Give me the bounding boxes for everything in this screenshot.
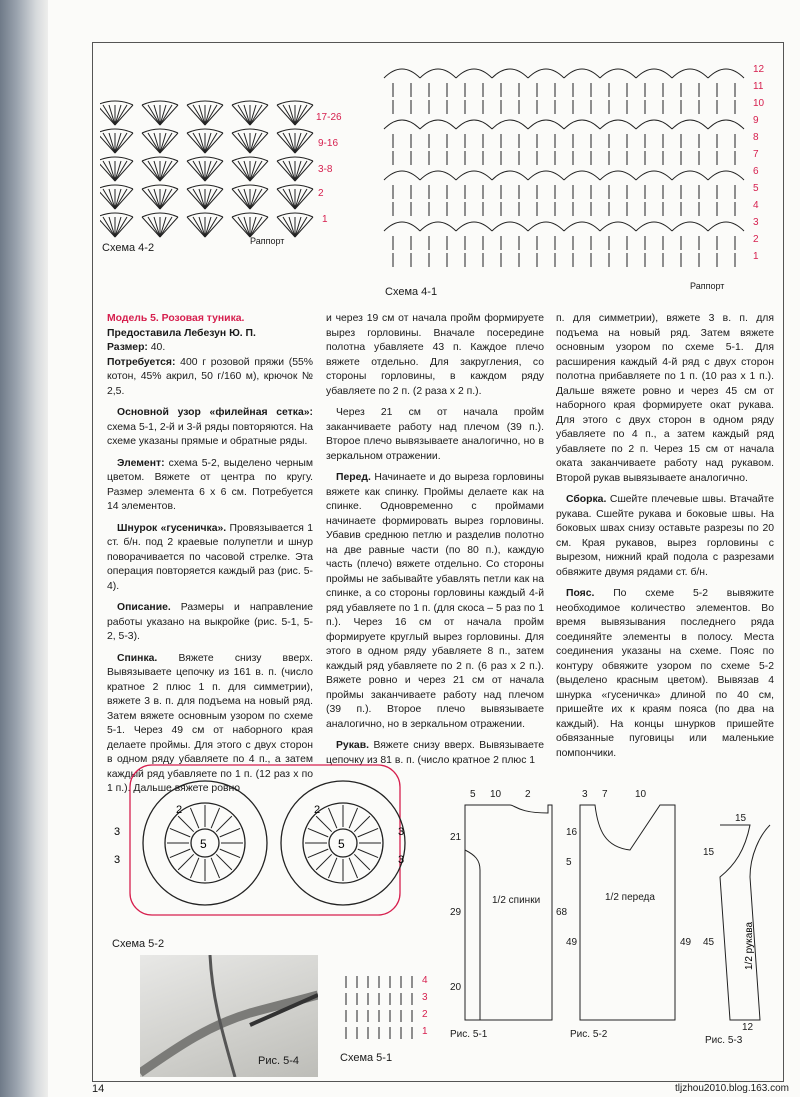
crochet-symbol bbox=[148, 161, 160, 181]
pattern-drawings bbox=[430, 775, 785, 1050]
crochet-symbol bbox=[295, 217, 307, 237]
crochet-symbol bbox=[308, 828, 328, 836]
crochet-symbol bbox=[193, 161, 205, 181]
crochet-symbol bbox=[238, 133, 250, 153]
motif-3-label: 3 bbox=[114, 854, 121, 866]
back-top-dim: 2 bbox=[525, 789, 531, 800]
front-side-dim: 49 bbox=[680, 937, 692, 948]
crochet-symbol bbox=[238, 161, 250, 181]
crochet-symbol bbox=[283, 161, 295, 181]
crochet-symbol bbox=[193, 217, 205, 237]
crochet-symbol bbox=[349, 808, 357, 828]
scheme-5-1-row: 2 bbox=[422, 1009, 428, 1020]
scheme-4-2-rapport: Раппорт bbox=[250, 236, 285, 246]
crochet-symbol bbox=[456, 120, 492, 129]
motif-2-label: 2 bbox=[176, 804, 183, 816]
crochet-symbol bbox=[187, 185, 223, 189]
crochet-symbol bbox=[492, 171, 528, 180]
motif-3-label: 3 bbox=[114, 826, 121, 838]
assembly-text: Сшейте плечевые швы. Втачайте рукава. Сшейте рукава и боковые швы. На боковых швах снизу оставьте разрезы по 20 см. Края рукавов, вырез горловины с вырезом, нижний край подола с разрезами обвяжите двумя рядами ст. б/н. bbox=[556, 494, 774, 578]
crochet-symbol bbox=[160, 105, 172, 125]
crochet-symbol bbox=[250, 133, 262, 153]
crochet-symbol bbox=[115, 161, 127, 181]
scheme-5-1-caption: Схема 5-1 bbox=[340, 1052, 393, 1064]
text-column-3 bbox=[556, 312, 774, 768]
front-text: Начинаете и до выреза горловины вяжете как спинку. Проймы делаете как на спинке. Одновременно с проймами начинаете формировать вырез горловины. Убавив среднюю петлю и разделив полотно на две равные части (по 80 п.), каждую часть (плечо) вяжете отдельно. Со стороны проймы не забывайте убавлять петли как на спинке, а со стороны горловины каждый 4-й ряд убавляете по 1 п. (для скоса – 5 раз по 1 п.). Через 16 см от начала пройм формируете круглый вырез горловины. Для этого в одном ряду убавляете 8 п., затем каждый ряд убавляете по 2 п. (6 раз х 2 п.). Вяжете ровно и через 21 см от начала проймы заканчиваете работу над плечом (39 п.). Второе плечо вывязываете аналогично, но в зеркальном отражении. bbox=[326, 472, 544, 730]
size-label: Размер: bbox=[107, 342, 148, 353]
crochet-symbol bbox=[277, 185, 313, 189]
scheme-4-1-drawing bbox=[378, 58, 753, 273]
scheme-5-2-drawing bbox=[100, 755, 430, 935]
crochet-symbol bbox=[238, 217, 250, 237]
crochet-symbol bbox=[100, 101, 133, 105]
back-side-dim: 29 bbox=[450, 907, 462, 918]
crochet-symbol bbox=[115, 189, 127, 209]
scheme-4-1-row: 3 bbox=[753, 217, 759, 228]
crochet-symbol bbox=[283, 133, 295, 153]
crochet-symbol bbox=[384, 120, 420, 129]
back-label: Спинка. bbox=[117, 652, 158, 664]
crochet-symbol bbox=[187, 157, 223, 161]
crochet-symbol bbox=[142, 213, 178, 217]
front-side-dim: 16 bbox=[566, 827, 578, 838]
scheme-4-2-row: 2 bbox=[318, 188, 324, 199]
crochet-symbol bbox=[160, 133, 172, 153]
motif-2-label: 2 bbox=[314, 804, 321, 816]
crochet-symbol bbox=[283, 189, 295, 209]
scheme-5-2-caption: Схема 5-2 bbox=[112, 938, 165, 950]
scheme-4-1-row: 4 bbox=[753, 200, 759, 211]
crochet-symbol bbox=[295, 105, 307, 125]
back-side-dim: 68 bbox=[556, 907, 568, 918]
sleeve-bottom-dim: 12 bbox=[742, 1022, 754, 1033]
sleeve-piece-label: 1/2 рукава bbox=[744, 921, 755, 970]
crochet-symbol bbox=[277, 157, 313, 161]
crochet-symbol bbox=[672, 69, 708, 78]
crochet-symbol bbox=[708, 222, 744, 231]
crochet-symbol bbox=[170, 849, 190, 857]
front-top-dim: 10 bbox=[635, 789, 647, 800]
scheme-4-2-drawing bbox=[100, 95, 350, 255]
main-pattern-label: Основной узор «филейная сетка»: bbox=[117, 407, 313, 418]
sleeve-top-dim: 15 bbox=[735, 813, 747, 824]
sleeve-side-dim: 15 bbox=[703, 847, 715, 858]
crochet-symbol bbox=[205, 133, 217, 153]
crochet-symbol bbox=[708, 69, 744, 78]
author-line: Предоставила Лебезун Ю. П. bbox=[107, 327, 256, 339]
text-column-2 bbox=[326, 312, 544, 775]
motif-3-label: 3 bbox=[398, 854, 405, 866]
crochet-symbol bbox=[636, 120, 672, 129]
crochet-symbol bbox=[600, 171, 636, 180]
crochet-symbol bbox=[358, 849, 378, 857]
crochet-symbol bbox=[232, 101, 268, 105]
crochet-symbol bbox=[492, 120, 528, 129]
crochet-symbol bbox=[672, 222, 708, 231]
front-piece-label: 1/2 переда bbox=[605, 892, 655, 903]
crochet-symbol bbox=[100, 129, 133, 133]
crochet-symbol bbox=[384, 69, 420, 78]
sleeve-side-dim: 45 bbox=[703, 937, 715, 948]
crochet-symbol bbox=[708, 171, 744, 180]
crochet-symbol bbox=[420, 222, 456, 231]
scheme-5-1-row: 3 bbox=[422, 992, 428, 1003]
motif-center-number: 5 bbox=[200, 837, 207, 851]
crochet-symbol bbox=[178, 816, 194, 832]
crochet-symbol bbox=[238, 189, 250, 209]
crochet-symbol bbox=[220, 828, 240, 836]
crochet-symbol bbox=[170, 828, 190, 836]
watermark-url: tljzhou2010.blog.163.com bbox=[675, 1083, 789, 1094]
crochet-symbol bbox=[193, 133, 205, 153]
crochet-symbol bbox=[283, 217, 295, 237]
scheme-4-2-row: 17-26 bbox=[316, 112, 342, 123]
cord-label: Шнурок «гусеничка». bbox=[117, 522, 227, 534]
scheme-4-1-row: 7 bbox=[753, 149, 759, 160]
crochet-symbol bbox=[232, 213, 268, 217]
description-label: Описание. bbox=[117, 602, 171, 613]
crochet-symbol bbox=[193, 105, 205, 125]
crochet-symbol bbox=[211, 808, 219, 828]
scheme-4-1-row: 9 bbox=[753, 115, 759, 126]
crochet-symbol bbox=[384, 222, 420, 231]
article-title: Модель 5. Розовая туника. bbox=[107, 313, 245, 324]
scheme-5-1-row: 4 bbox=[422, 975, 428, 986]
crochet-symbol bbox=[193, 189, 205, 209]
front-top-dim: 7 bbox=[602, 789, 608, 800]
crochet-symbol bbox=[456, 171, 492, 180]
crochet-symbol bbox=[528, 120, 564, 129]
crochet-symbol bbox=[708, 120, 744, 129]
crochet-symbol bbox=[328, 808, 336, 828]
crochet-symbol bbox=[564, 120, 600, 129]
crochet-symbol bbox=[358, 828, 378, 836]
belt-label: Пояс. bbox=[566, 588, 595, 599]
crochet-symbol bbox=[295, 133, 307, 153]
crochet-symbol bbox=[250, 105, 262, 125]
crochet-symbol bbox=[142, 157, 178, 161]
crochet-symbol bbox=[420, 171, 456, 180]
binding-shadow bbox=[0, 0, 48, 1097]
crochet-symbol bbox=[187, 213, 223, 217]
crochet-symbol bbox=[216, 854, 232, 870]
crochet-symbol bbox=[148, 105, 160, 125]
crochet-symbol bbox=[178, 854, 194, 870]
scheme-4-2-row: 9-16 bbox=[318, 138, 339, 149]
crochet-symbol bbox=[528, 171, 564, 180]
crochet-symbol bbox=[250, 161, 262, 181]
crochet-symbol bbox=[528, 69, 564, 78]
back-top-dim: 10 bbox=[490, 789, 502, 800]
crochet-symbol bbox=[277, 213, 313, 217]
crochet-symbol bbox=[205, 189, 217, 209]
text-column-1 bbox=[107, 312, 313, 804]
crochet-symbol bbox=[103, 161, 115, 181]
crochet-symbol bbox=[205, 105, 217, 125]
crochet-symbol bbox=[187, 129, 223, 133]
sleeve-label: Рукав. bbox=[336, 740, 369, 751]
crochet-symbol bbox=[103, 133, 115, 153]
crochet-symbol bbox=[148, 133, 160, 153]
crochet-symbol bbox=[211, 858, 219, 878]
description-text: Размеры и направление работы указано на выкройке (рис. 5-1, 5-2, 5-3). bbox=[107, 602, 313, 642]
crochet-symbol bbox=[232, 157, 268, 161]
crochet-symbol bbox=[100, 213, 133, 217]
scheme-4-1-row: 6 bbox=[753, 166, 759, 177]
crochet-symbol bbox=[190, 858, 198, 878]
sleeve-continued-text: п. для симметрии), вяжете 3 в. п. для подъема на новый ряд. Затем вяжете основным узором по схеме 5-1. Для расширения каждый 4-й ряд с двух сторон полотна прибавляете по 1 п. (10 раз х 1 п.). Дальше вяжете ровно и через 45 см от наборного края формируете окат рукава. Для этого с двух сторон в одном ряду убавляете по 4 п., а затем каждый ряд убавляете по 2 п. Через 15 см от начала оката заканчиваете работу над рукавом. Второй рукав вывязываете аналогично. bbox=[556, 313, 774, 484]
scheme-4-1-row: 1 bbox=[753, 251, 759, 262]
element-label: Элемент: bbox=[117, 457, 165, 469]
front-top-dim: 3 bbox=[582, 789, 588, 800]
scheme-4-2-caption: Схема 4-2 bbox=[102, 242, 155, 254]
crochet-symbol bbox=[250, 217, 262, 237]
crochet-symbol bbox=[295, 161, 307, 181]
front-side-dim: 5 bbox=[566, 857, 572, 868]
materials-label: Потребуется: bbox=[107, 356, 176, 368]
front-caption: Рис. 5-2 bbox=[570, 1029, 608, 1040]
crochet-symbol bbox=[600, 222, 636, 231]
scheme-4-1-row: 8 bbox=[753, 132, 759, 143]
crochet-symbol bbox=[115, 105, 127, 125]
photo-caption: Рис. 5-4 bbox=[258, 1055, 299, 1067]
scheme-4-1-row: 11 bbox=[753, 81, 764, 92]
crochet-symbol bbox=[600, 69, 636, 78]
crochet-symbol bbox=[492, 222, 528, 231]
scheme-4-2-row: 1 bbox=[322, 214, 328, 225]
crochet-symbol bbox=[142, 129, 178, 133]
crochet-symbol bbox=[103, 105, 115, 125]
crochet-symbol bbox=[232, 185, 268, 189]
crochet-symbol bbox=[316, 816, 332, 832]
scheme-4-1-row: 12 bbox=[753, 64, 765, 75]
scheme-4-1-row: 5 bbox=[753, 183, 759, 194]
crochet-symbol bbox=[277, 101, 313, 105]
front-label: Перед. bbox=[336, 472, 371, 483]
crochet-symbol bbox=[103, 189, 115, 209]
motif-3-label: 3 bbox=[398, 826, 405, 838]
sleeve-text: Вяжете снизу вверх. Вывязываете цепочку из 81 в. п. (число кратное 2 плюс 1 bbox=[326, 740, 544, 766]
crochet-symbol bbox=[420, 69, 456, 78]
element-text: схема 5-2, выделено черным цветом. Вяжете от центра по кругу. Размер элемента 6 х 6 см. Потребуется 14 элементов. bbox=[107, 457, 313, 512]
motif-center-number: 5 bbox=[338, 837, 345, 851]
scheme-4-1-row: 10 bbox=[753, 98, 765, 109]
back-text: Вяжете снизу вверх. Вывязываете цепочку из 161 в. п. (число кратное 2 плюс 1 п. для симметрии), вяжете 3 в. п. для подъема на новый ряд. Затем вяжете основным узором по схеме 5-1. Через 49 см от наборного края делаете проймы. Для этого с двух сторон в одном ряду убавляете по 4 п., а затем каждый ряд убавляете по 1 п. (12 раз х по 1 п.). Дальше вяжете ровно bbox=[107, 652, 313, 794]
crochet-symbol bbox=[384, 171, 420, 180]
crochet-symbol bbox=[564, 222, 600, 231]
crochet-symbol bbox=[636, 69, 672, 78]
crochet-symbol bbox=[672, 120, 708, 129]
scheme-4-1-rapport: Раппорт bbox=[690, 281, 725, 291]
back-caption: Рис. 5-1 bbox=[450, 1029, 488, 1040]
crochet-symbol bbox=[564, 171, 600, 180]
back-shoulder-text: Через 21 см от начала пройм заканчиваете работу над плечом (39 п.). Второе плечо вывязываете аналогично, но в зеркальном отражении. bbox=[326, 407, 544, 462]
assembly-label: Сборка. bbox=[566, 494, 607, 505]
crochet-symbol bbox=[316, 854, 332, 870]
crochet-symbol bbox=[528, 222, 564, 231]
scheme-5-1-row: 1 bbox=[422, 1026, 428, 1037]
crochet-symbol bbox=[115, 133, 127, 153]
crochet-symbol bbox=[148, 189, 160, 209]
crochet-symbol bbox=[283, 105, 295, 125]
scheme-5-1-drawing bbox=[340, 970, 420, 1045]
crochet-symbol bbox=[456, 69, 492, 78]
front-side-dim: 49 bbox=[566, 937, 578, 948]
crochet-symbol bbox=[250, 189, 262, 209]
crochet-symbol bbox=[160, 161, 172, 181]
crochet-symbol bbox=[100, 185, 133, 189]
scheme-4-1-row: 2 bbox=[753, 234, 759, 245]
crochet-symbol bbox=[277, 129, 313, 133]
crochet-symbol bbox=[100, 157, 133, 161]
crochet-symbol bbox=[205, 161, 217, 181]
crochet-symbol bbox=[672, 171, 708, 180]
back-piece-label: 1/2 спинки bbox=[492, 895, 541, 906]
back-continued-text: и через 19 см от начала пройм формируете вырез горловины. Вначале посередине полотна убавляете 43 п. Каждое плечо вяжете отдельно. Для закругления, со стороны горловины, в каждом ряду убавляете по 2 п. (2 раза х 2 п.). bbox=[326, 313, 544, 397]
crochet-symbol bbox=[190, 808, 198, 828]
crochet-symbol bbox=[492, 69, 528, 78]
crochet-symbol bbox=[103, 217, 115, 237]
sleeve-caption: Рис. 5-3 bbox=[705, 1035, 743, 1046]
crochet-symbol bbox=[636, 222, 672, 231]
crochet-symbol bbox=[148, 217, 160, 237]
crochet-symbol bbox=[216, 816, 232, 832]
crochet-symbol bbox=[456, 222, 492, 231]
size-value: 40. bbox=[147, 342, 166, 353]
back-side-dim: 21 bbox=[450, 832, 462, 843]
crochet-symbol bbox=[328, 858, 336, 878]
crochet-symbol bbox=[295, 189, 307, 209]
crochet-symbol bbox=[354, 854, 370, 870]
crochet-symbol bbox=[636, 171, 672, 180]
crochet-symbol bbox=[187, 101, 223, 105]
crochet-symbol bbox=[220, 849, 240, 857]
back-top-dim: 5 bbox=[470, 789, 476, 800]
back-side-dim: 20 bbox=[450, 982, 462, 993]
scheme-4-2-row: 3-8 bbox=[318, 164, 333, 175]
crochet-symbol bbox=[160, 217, 172, 237]
page-number: 14 bbox=[92, 1083, 105, 1095]
crochet-symbol bbox=[160, 189, 172, 209]
crochet-symbol bbox=[115, 217, 127, 237]
scheme-4-1-caption: Схема 4-1 bbox=[385, 286, 438, 298]
crochet-symbol bbox=[600, 120, 636, 129]
crochet-symbol bbox=[354, 816, 370, 832]
belt-text: По схеме 5-2 вывяжите необходимое количество элементов. Во время вывязывания последнего ряда соединяйте элементы в полосу. Места соединения указаны на схеме. Пояс по контуру обвяжите узором по схеме 5-2 (выделено красным цветом). Вывязав 4 шнурка «гусеничка» длиной по 40 см, пришейте их к краям пояса (по два на каждый). На концы шнурков пришейте обвязанные пуговицы или маленькие помпончики. bbox=[556, 588, 774, 759]
crochet-symbol bbox=[308, 849, 328, 857]
crochet-symbol bbox=[420, 120, 456, 129]
crochet-symbol bbox=[232, 129, 268, 133]
crochet-symbol bbox=[349, 858, 357, 878]
crochet-symbol bbox=[205, 217, 217, 237]
crochet-symbol bbox=[142, 101, 178, 105]
main-pattern-text: схема 5-1, 2-й и 3-й ряды повторяются. На схеме указаны прямые и обратные ряды. bbox=[107, 421, 313, 447]
cord-text: Провязывается 1 ст. б/н. под 2 краевые полупетли и шнур поворачивается по часовой стрелке. Эта операция повторяется каждый раз (рис. 5-4). bbox=[107, 522, 313, 592]
materials-text: 400 г розовой пряжи (55% котон, 45% акрил, 50 г/160 м), крючок № 2,5. bbox=[107, 356, 313, 397]
crochet-symbol bbox=[238, 105, 250, 125]
crochet-symbol bbox=[142, 185, 178, 189]
crochet-symbol bbox=[564, 69, 600, 78]
